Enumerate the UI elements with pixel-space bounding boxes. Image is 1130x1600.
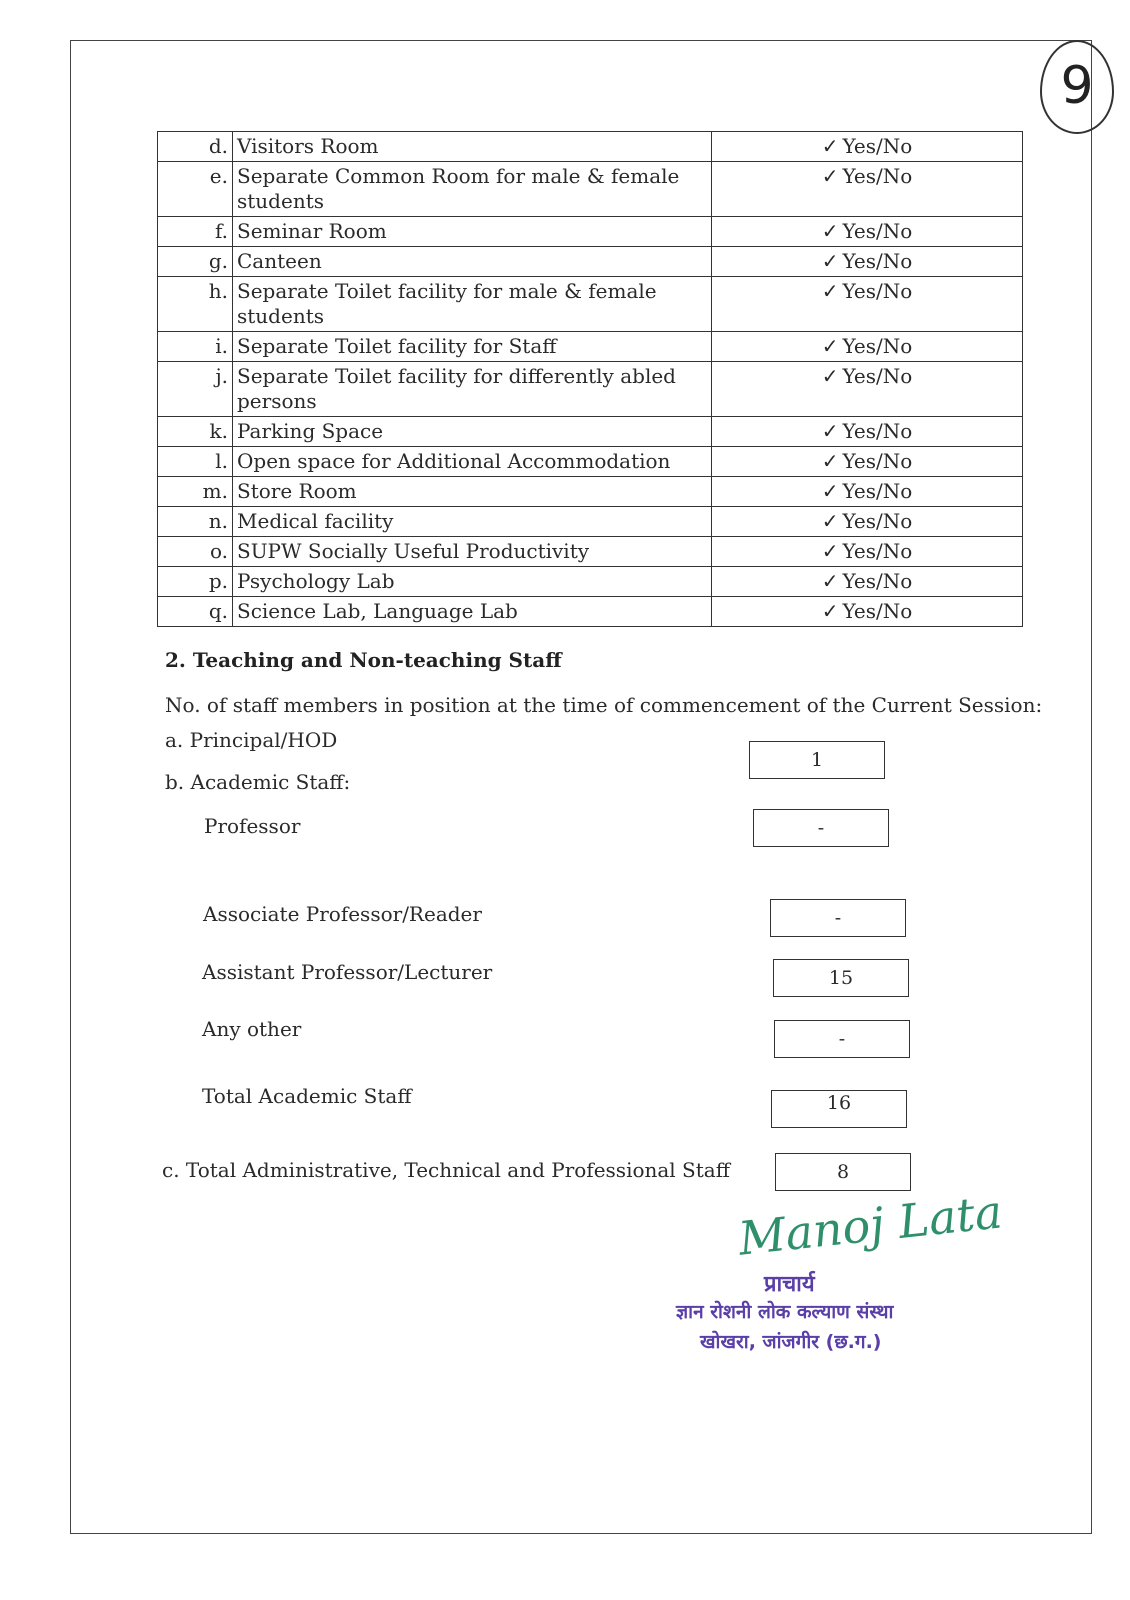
facility-letter: j. [158,362,233,417]
facility-answer [712,597,1023,627]
any-other-value-box: - [774,1020,910,1058]
facility-name: Medical facility [233,507,712,537]
facility-answer [712,332,1023,362]
checkmark-icon: ✓ [821,279,839,303]
staff-intro: No. of staff members in position at the time of commencement of the Current Session: [165,693,1043,717]
stamp-line-2: खोखरा, जांजगीर (छ.ग.) [700,1331,882,1353]
facility-row [158,362,1023,417]
facility-name: SUPW Socially Useful Productivity [233,537,712,567]
checkmark-icon: ✓ [821,539,839,563]
facility-letter: m. [158,477,233,507]
principal-label: a. Principal/HOD [165,728,338,752]
facility-letter: h. [158,277,233,332]
checkmark-icon: ✓ [821,479,839,503]
stamp-title: प्राचार्य [764,1272,815,1297]
facility-name: Separate Toilet facility for Staff [233,332,712,362]
facility-letter: p. [158,567,233,597]
checkmark-icon: ✓ [821,569,839,593]
facility-letter: i. [158,332,233,362]
facility-name: Seminar Room [233,217,712,247]
facility-row [158,247,1023,277]
facility-name: Store Room [233,477,712,507]
yes-no-text: Yes/No [842,569,913,593]
facility-answer [712,277,1023,332]
checkmark-icon: ✓ [821,334,839,358]
facilities-table [157,131,1023,627]
checkmark-icon: ✓ [821,599,839,623]
yes-no-text: Yes/No [842,134,913,158]
yes-no-text: Yes/No [842,249,913,273]
yes-no-text: Yes/No [842,539,913,563]
assistant-professor-label: Assistant Professor/Lecturer [202,960,493,984]
facility-row [158,132,1023,162]
facility-answer [712,247,1023,277]
yes-no-text: Yes/No [842,419,913,443]
section-title: 2. Teaching and Non-teaching Staff [165,648,562,672]
facility-answer [712,217,1023,247]
facility-letter: g. [158,247,233,277]
facility-name: Separate Toilet facility for differently abled persons [233,362,712,417]
facility-answer [712,447,1023,477]
facility-row [158,332,1023,362]
facility-name: Science Lab, Language Lab [233,597,712,627]
facility-letter: l. [158,447,233,477]
total-academic-label: Total Academic Staff [202,1084,412,1108]
admin-staff-value-box: 8 [775,1153,911,1191]
academic-staff-label: b. Academic Staff: [165,770,351,794]
facility-letter: k. [158,417,233,447]
assistant-professor-value-box: 15 [773,959,909,997]
facility-row [158,277,1023,332]
facility-name: Psychology Lab [233,567,712,597]
stamp-line-1: ज्ञान रोशनी लोक कल्याण संस्था [676,1301,894,1323]
facility-letter: e. [158,162,233,217]
checkmark-icon: ✓ [821,164,839,188]
facility-row [158,597,1023,627]
yes-no-text: Yes/No [842,599,913,623]
facility-letter: n. [158,507,233,537]
facility-answer [712,567,1023,597]
facility-letter: d. [158,132,233,162]
facility-letter: f. [158,217,233,247]
handwritten-signature: Manoj Lata [735,1184,1005,1266]
facility-row [158,477,1023,507]
checkmark-icon: ✓ [821,219,839,243]
facility-row [158,537,1023,567]
facility-row [158,217,1023,247]
yes-no-text: Yes/No [842,164,913,188]
facility-answer [712,417,1023,447]
checkmark-icon: ✓ [821,134,839,158]
admin-staff-label: c. Total Administrative, Technical and Professional Staff [162,1158,730,1182]
total-academic-value-box: 16 [771,1090,907,1128]
principal-value-box: 1 [749,741,885,779]
facility-answer [712,477,1023,507]
professor-label: Professor [204,814,301,838]
facility-name: Canteen [233,247,712,277]
facility-name: Visitors Room [233,132,712,162]
facility-answer [712,537,1023,567]
checkmark-icon: ✓ [821,509,839,533]
checkmark-icon: ✓ [821,449,839,473]
facility-row [158,447,1023,477]
checkmark-icon: ✓ [821,364,839,388]
facility-row [158,507,1023,537]
facility-answer [712,507,1023,537]
yes-no-text: Yes/No [842,449,913,473]
yes-no-text: Yes/No [842,219,913,243]
facility-letter: o. [158,537,233,567]
facility-row [158,162,1023,217]
yes-no-text: Yes/No [842,364,913,388]
facility-row [158,567,1023,597]
facility-name: Separate Toilet facility for male & female students [233,277,712,332]
yes-no-text: Yes/No [842,479,913,503]
checkmark-icon: ✓ [821,249,839,273]
yes-no-text: Yes/No [842,279,913,303]
facility-answer [712,162,1023,217]
facility-letter: q. [158,597,233,627]
associate-professor-value-box: - [770,899,906,937]
facility-name: Open space for Additional Accommodation [233,447,712,477]
checkmark-icon: ✓ [821,419,839,443]
facility-answer [712,362,1023,417]
any-other-label: Any other [202,1017,302,1041]
yes-no-text: Yes/No [842,334,913,358]
facility-answer [712,132,1023,162]
facility-row [158,417,1023,447]
professor-value-box: - [753,809,889,847]
yes-no-text: Yes/No [842,509,913,533]
associate-professor-label: Associate Professor/Reader [203,902,482,926]
facility-name: Separate Common Room for male & female students [233,162,712,217]
facility-name: Parking Space [233,417,712,447]
page-number: 9 [1040,40,1114,134]
